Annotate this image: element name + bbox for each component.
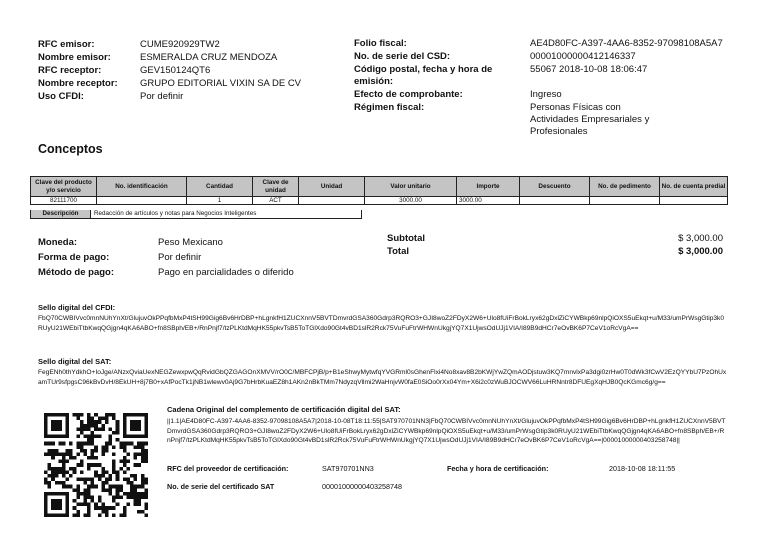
cell-no-pedimento: [590, 197, 660, 205]
rfc-proveedor-value: SAT970701NN3: [322, 464, 374, 473]
serie-certificado-label: No. de serie del certificado SAT: [167, 482, 275, 491]
col-no-pedimento: No. de pedimento: [590, 177, 660, 197]
fecha-certificacion-label: Fecha y hora de certificación:: [447, 464, 549, 473]
cadena-text: ||1.1|AE4D80FC-A397-4AA6-8352-97098108A5A7|2018-10-08T18:11:55|SAT970701NN3|FbQ70CWBIVvc0mnNUhYnXt/GlujuvOkPPqfbMxP4tSH99Gig6Bv6HrDBP+hLgnkfH1ZUCXnnV5BVTDmvrdGSA360Gdrp3RQRO3+GJI8woZ2FDyX2W6+Ulo8fUiFrBokLryx62gDxlZiCYWBkp69nlpQiOXS5uEkqt+u/M33/umPrWsgGtip3k0RUyU21WEbiTtbKwqQGjgn4qKA6ABO+fn8SBph/EB+/RnPnjf7/tzPLKtdMqHK55pkvTsB5ToTGlXdo90Gt4vBD1slR2Rck75VuFuFtrWHWnUkgjYQ7X1UjwsOdUJj1VIA/I89B9dHCr7eOvBK6P7CeV1oRcVgA==|00001000000403258748||: [167, 418, 726, 444]
total-row: Total $ 3,000.00: [387, 246, 723, 257]
descripcion-value: Redacción de artículos y notas para Negocios Inteligentes: [94, 210, 257, 217]
codigo-postal-row: Código postal, fecha y hora de emisión: 55067 2018-10-08 18:06:47: [354, 64, 648, 87]
efecto-row: Efecto de comprobante: Ingreso: [354, 89, 562, 100]
conceptos-title: Conceptos: [38, 142, 103, 156]
payment-block: [38, 235, 338, 280]
nombre-receptor-row: Nombre receptor: GRUPO EDITORIAL VIXIN SA DE CV: [38, 78, 302, 89]
col-descuento: Descuento: [520, 177, 590, 197]
cell-cuenta-predial: [660, 197, 728, 205]
uso-cfdi-row: Uso CFDI: Por definir: [38, 91, 184, 102]
rfc-receptor-row: RFC receptor: GEV150124QT6: [38, 65, 211, 76]
table-header-row: [31, 177, 728, 197]
fiscal-info-block: [354, 38, 734, 139]
serie-certificado-value: 00001000000403258748: [322, 482, 402, 491]
sello-sat-text: FegENh0thYdkhO+IoJge/ANzxQviaUexNEGZewxpwQqRvidGbQZGAGOnXMVV/rO0C/MBFCPjB/p+B1eShwyMytwfqYVGRml0sGhenFlxi4No8xav8B2bKWjYwZQmAODjstuw3KQ7mnvlxPa3dgi0zrHw0T0dWk3fCwV2EzQYYbU7PzOhUxamTUr9sfpgsC96kBvDvH/8EkUH+8j7B0+xAfPocTk1jNB1wlewv0Aj9G7bHrbKuaEZ8h1AKn2nBkTMm7NdyzqVllmi2WaHnjvW0faE0SiOo0rXx04Ym+X6i2c0zWuBJOCWV66LuHRNntr8DFUEgXqHJB0QcKGmc6g/g==: [38, 369, 727, 386]
fecha-certificacion-value: 2018-10-08 18:11:55: [609, 464, 676, 473]
col-no-identificacion: No. identificación: [97, 177, 187, 197]
regimen-row: Régimen fiscal: Personas Físicas con Actividades Empresariales y Profesionales: [354, 102, 650, 137]
sello-cfdi-text: FbQ70CWBIVvc0mnNUhYnXt/GlujuvOkPPqfbMxP4tSH99Gig6Bv6HrDBP+hLgnkfH1ZUCXnnV5BVTDmvrdGSA360Gdrp3RQRO3+GJI8woZ2FDyX2W6+Ulo8fUiFrBokLryx62gDxlZiCYWBkp69nlpQiOXS5uEkqt+u/M33/umPrWsgGtip3k0RUyU21WEbiTtbKwqQGjgn4qKA6ABO+fn8SBph/EB+/RnPnjf7/tzPLKtdMqHK55pkvTsB5ToTGlXdo90Gt4vBD1slR2Rck75VuFuFtrWHWnUkgjYQ7X1UjwsOdUJj1VIA/I89B9dHCr7eOvBK6P7CeV1oRcVgA==: [38, 315, 725, 332]
folio-fiscal-row: Folio fiscal: AE4D80FC-A397-4AA6-8352-97098108A5A7: [354, 38, 723, 49]
col-unidad: Unidad: [299, 177, 365, 197]
cell-importe: 3000.00: [457, 197, 520, 205]
cell-clave-unidad: ACT: [253, 197, 299, 205]
moneda-row: Moneda: Peso Mexicano: [38, 237, 223, 248]
forma-pago-row: Forma de pago: Por definir: [38, 252, 202, 263]
col-valor-unitario: Valor unitario: [365, 177, 457, 197]
cell-unidad: [299, 197, 365, 205]
cell-descuento: [520, 197, 590, 205]
col-importe: Importe: [457, 177, 520, 197]
cell-cantidad: 1: [187, 197, 253, 205]
rfc-proveedor-label: RFC del proveedor de certificación:: [167, 464, 289, 473]
emisor-receptor-block: [38, 38, 338, 103]
descripcion-row: [30, 210, 362, 219]
qr-code-icon: [44, 413, 148, 517]
serie-csd-row: No. de serie del CSD: 00001000000412146337: [354, 51, 636, 62]
cadena-title: Cadena Original del complemento de certificación digital del SAT:: [167, 405, 401, 414]
conceptos-table: [30, 176, 728, 205]
sello-cfdi-title: Sello digital del CFDI:: [38, 303, 116, 312]
col-clave-unidad: Clave de unidad: [253, 177, 299, 197]
descripcion-label: Descripción: [31, 210, 91, 218]
cell-no-identificacion: [97, 197, 187, 205]
cell-clave-producto: 82111700: [31, 197, 97, 205]
totals-block: [387, 232, 723, 258]
subtotal-row: Subtotal $ 3,000.00: [387, 233, 723, 244]
rfc-emisor-row: RFC emisor: CUME920929TW2: [38, 39, 220, 50]
nombre-emisor-row: Nombre emisor: ESMERALDA CRUZ MENDOZA: [38, 52, 278, 63]
col-cantidad: Cantidad: [187, 177, 253, 197]
col-clave-producto: Clave del producto y/o servicio: [31, 177, 97, 197]
cell-valor-unitario: 3000.00: [365, 197, 457, 205]
col-cuenta-predial: No. de cuenta predial: [660, 177, 728, 197]
sello-sat-title: Sello digital del SAT:: [38, 357, 112, 366]
table-row: [31, 197, 728, 205]
metodo-pago-row: Método de pago: Pago en parcialidades o diferido: [38, 267, 294, 278]
